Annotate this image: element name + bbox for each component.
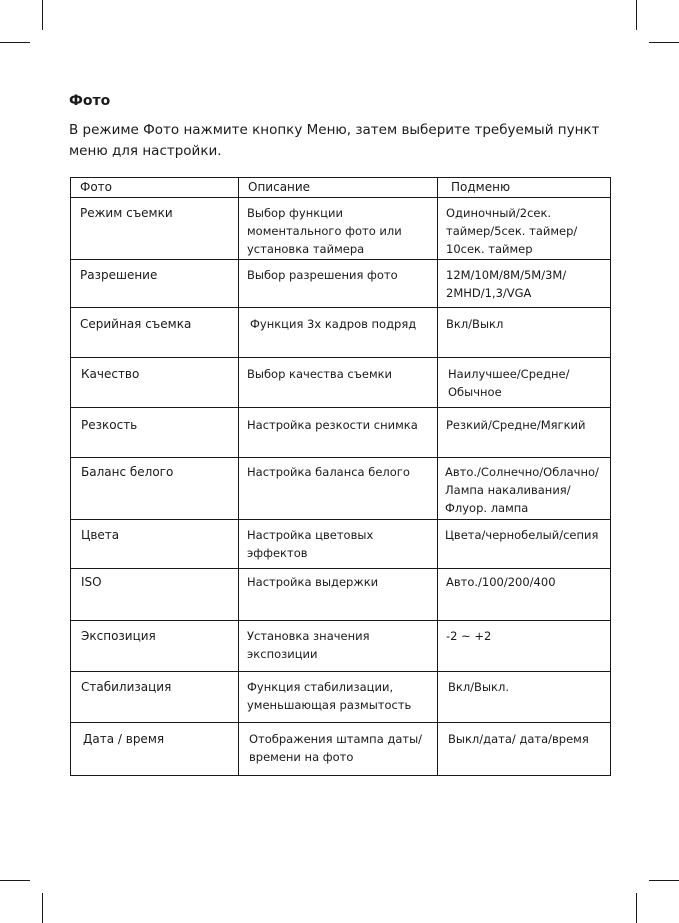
cell-item: Дата / время	[71, 723, 239, 776]
cell-submenu: 12M/10M/8M/5M/3M/ 2MHD/1,3/VGA	[438, 260, 611, 308]
cell-submenu: Вкл/Выкл.	[438, 672, 611, 723]
crop-mark-top-left-v	[42, 0, 43, 30]
table-header-row	[71, 178, 611, 198]
cell-description: Функция стабилизации, уменьшающая размытость	[239, 672, 438, 723]
cell-item: Баланс белого	[71, 458, 239, 520]
crop-mark-bottom-right-h	[649, 880, 679, 881]
cell-description: Выбор функции моментального фото или установка таймера	[239, 198, 438, 260]
cell-description: Настройка резкости снимка	[239, 408, 438, 458]
cell-description: Выбор разрешения фото	[239, 260, 438, 308]
cell-item: Качество	[71, 358, 239, 408]
cell-submenu: -2 ~ +2	[438, 621, 611, 672]
cell-submenu: Наилучшее/Средне/ Обычное	[438, 358, 611, 408]
cell-description: Функция 3х кадров подряд	[239, 308, 438, 358]
cell-description: Настройка баланса белого	[239, 458, 438, 520]
table-row	[71, 672, 611, 723]
cell-description: Установка значения экспозиции	[239, 621, 438, 672]
cell-item: Стабилизация	[71, 672, 239, 723]
cell-description: Настройка выдержки	[239, 569, 438, 621]
cell-submenu: Одиночный/2сек. таймер/5сек. таймер/ 10сек. таймер	[438, 198, 611, 260]
cell-item: Экспозиция	[71, 621, 239, 672]
cell-submenu: Авто./100/200/400	[438, 569, 611, 621]
cell-item: Режим съемки	[71, 198, 239, 260]
crop-mark-bottom-left-v	[42, 893, 43, 923]
cell-submenu: Вкл/Выкл	[438, 308, 611, 358]
crop-mark-bottom-right-v	[636, 893, 637, 923]
table-row	[71, 520, 611, 569]
cell-description: Выбор качества съемки	[239, 358, 438, 408]
table-row	[71, 569, 611, 621]
header-description: Описание	[239, 178, 438, 198]
crop-mark-top-right-h	[649, 42, 679, 43]
photo-menu-table	[70, 177, 611, 776]
intro-paragraph: В режиме Фото нажмите кнопку Меню, затем выберите требуемый пункт меню для настройки.	[69, 122, 600, 159]
crop-mark-bottom-left-h	[0, 880, 30, 881]
table-row	[71, 198, 611, 260]
cell-submenu: Авто./Солнечно/Облачно/ Лампа накаливания/ Флуор. лампа	[438, 458, 611, 520]
cell-item: ISO	[71, 569, 239, 621]
table-row	[71, 458, 611, 520]
cell-item: Серийная съемка	[71, 308, 239, 358]
table-row	[71, 723, 611, 776]
crop-mark-top-right-v	[636, 0, 637, 30]
cell-item: Цвета	[71, 520, 239, 569]
cell-submenu: Цвета/чернобелый/сепия	[438, 520, 611, 569]
cell-item: Резкость	[71, 408, 239, 458]
cell-submenu: Выкл/дата/ дата/время	[438, 723, 611, 776]
cell-submenu: Резкий/Средне/Мягкий	[438, 408, 611, 458]
table-row	[71, 260, 611, 308]
header-submenu: Подменю	[438, 178, 611, 198]
cell-item: Разрешение	[71, 260, 239, 308]
header-photo: Фото	[71, 178, 239, 198]
table-row	[71, 408, 611, 458]
table-row	[71, 358, 611, 408]
section-heading: Фото	[69, 93, 111, 109]
table-row	[71, 621, 611, 672]
cell-description: Настройка цветовых эффектов	[239, 520, 438, 569]
table-row	[71, 308, 611, 358]
crop-mark-top-left-h	[0, 42, 30, 43]
cell-description: Отображения штампа даты/времени на фото	[239, 723, 438, 776]
